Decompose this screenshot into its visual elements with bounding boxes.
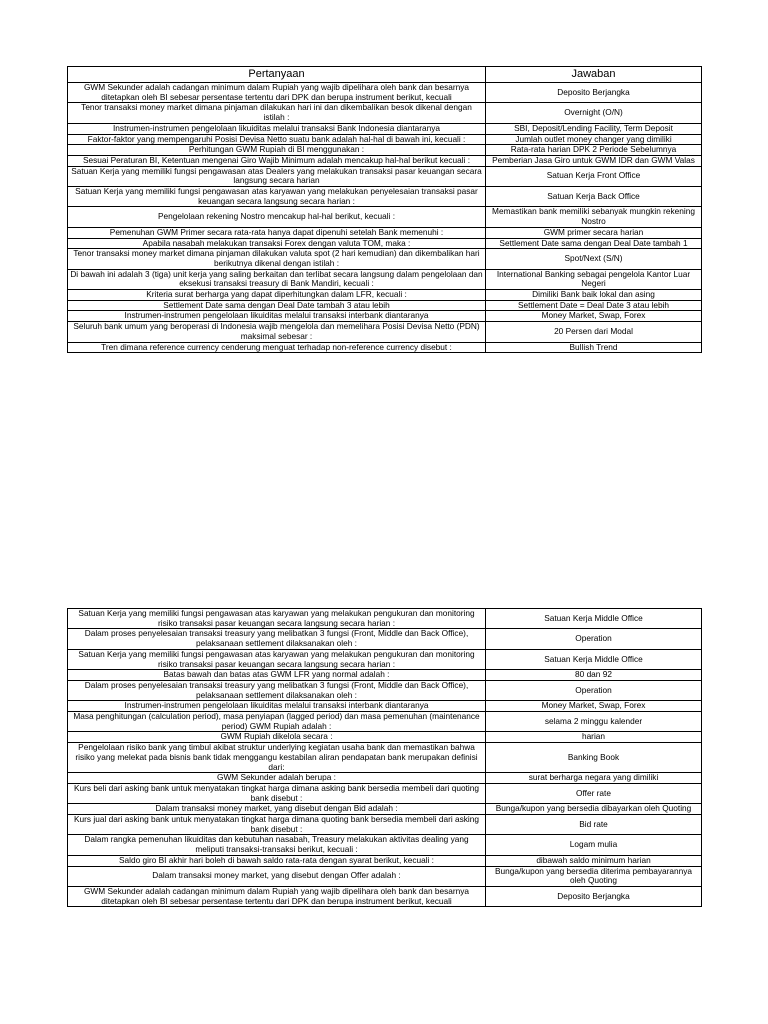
answer-cell: Operation <box>486 680 702 700</box>
question-cell: Instrumen-instrumen pengelolaan likuiditas melalui transaksi Bank Indonesia diantaranya <box>68 123 486 134</box>
question-cell: Dalam proses penyelesaian transaksi treasury yang melibatkan 3 fungsi (Front, Middle dan Back Office), pelaksanaan settlement dilaksanakan oleh : <box>68 629 486 649</box>
table-row <box>68 680 702 700</box>
table-row <box>68 269 702 289</box>
table-row <box>68 804 702 815</box>
table-row <box>68 166 702 186</box>
question-cell: Instrumen-instrumen pengelolaan likuiditas melalui transaksi interbank diantaranya <box>68 311 486 322</box>
table-row <box>68 134 702 145</box>
table-row <box>68 835 702 855</box>
answer-cell: Deposito Berjangka <box>486 886 702 906</box>
table-row <box>68 886 702 906</box>
table-row <box>68 783 702 803</box>
question-cell: Satuan Kerja yang memiliki fungsi pengawasan atas karyawan yang melakukan penyelesaian transaksi pasar keuangan secara langsung secara harian : <box>68 187 486 207</box>
answer-cell: GWM primer secara harian <box>486 227 702 238</box>
answer-cell: Deposito Berjangka <box>486 83 702 103</box>
answer-cell: Rata-rata harian DPK 2 Periode Sebelumnya <box>486 145 702 156</box>
answer-cell: Settlement Date sama dengan Deal Date tambah 1 <box>486 238 702 249</box>
answer-cell: Pemberian Jasa Giro untuk GWM IDR dan GWM Valas <box>486 155 702 166</box>
answer-cell: Operation <box>486 629 702 649</box>
answer-cell: Money Market, Swap, Forex <box>486 311 702 322</box>
table-row <box>68 866 702 886</box>
table-row <box>68 815 702 835</box>
answer-cell: 80 dan 92 <box>486 670 702 681</box>
answer-cell: Bunga/kupon yang bersedia dibayarkan oleh Quoting <box>486 804 702 815</box>
question-cell: Kriteria surat berharga yang dapat diperhitungkan dalam LFR, kecuali : <box>68 290 486 301</box>
table-row <box>68 300 702 311</box>
question-cell: Dalam rangka pemenuhan likuiditas dan kebutuhan nasabah, Treasury melakukan aktivitas dealing yang meliputi transaksi-transaksi berikut, kecuali : <box>68 835 486 855</box>
question-cell: Satuan Kerja yang memiliki fungsi pengawasan atas Dealers yang melakukan transaksi pasar keuangan secara langsung secara harian <box>68 166 486 186</box>
question-cell: Batas bawah dan batas atas GWM LFR yang normal adalah : <box>68 670 486 681</box>
answer-cell: Bunga/kupon yang bersedia diterima pembayarannya oleh Quoting <box>486 866 702 886</box>
question-cell: Tenor transaksi money market dimana pinjaman dilakukan valuta spot (2 hari kemudian) dan dikembalikan hari berikutnya dikenal dengan istilah : <box>68 249 486 269</box>
answer-cell: Memastikan bank memiliki sebanyak mungkin rekening Nostro <box>486 207 702 227</box>
table-row <box>68 609 702 629</box>
table-row <box>68 207 702 227</box>
question-cell: Kurs jual dari asking bank untuk menyatakan tingkat harga dimana quoting bank bersedia membeli dari asking bank disebut : <box>68 815 486 835</box>
table-row <box>68 342 702 353</box>
table-row <box>68 249 702 269</box>
table-row <box>68 701 702 712</box>
table-row <box>68 311 702 322</box>
answer-cell: selama 2 minggu kalender <box>486 712 702 732</box>
question-cell: Apabila nasabah melakukan transaksi Forex dengan valuta TOM, maka : <box>68 238 486 249</box>
answer-cell: Jumlah outlet money changer yang dimiliki <box>486 134 702 145</box>
table-row <box>68 227 702 238</box>
table-row <box>68 649 702 669</box>
question-cell: Faktor-faktor yang mempengaruhi Posisi Devisa Netto suatu bank adalah hal-hal di bawah ini, kecuali : <box>68 134 486 145</box>
table-row <box>68 238 702 249</box>
question-cell: Pengelolaan rekening Nostro mencakup hal-hal berikut, kecuali : <box>68 207 486 227</box>
answer-cell: Satuan Kerja Front Office <box>486 166 702 186</box>
qa-table-1 <box>67 66 702 353</box>
question-cell: Dalam transaksi money market, yang disebut dengan Offer adalah : <box>68 866 486 886</box>
answer-cell: harian <box>486 732 702 743</box>
table-row <box>68 773 702 784</box>
answer-column-header: Jawaban <box>486 67 702 83</box>
question-cell: Sesuai Peraturan BI, Ketentuan mengenai Giro Wajib Minimum adalah mencakup hal-hal berikut kecuali : <box>68 155 486 166</box>
table-row <box>68 855 702 866</box>
answer-cell: Satuan Kerja Middle Office <box>486 649 702 669</box>
answer-cell: surat berharga negara yang dimiliki <box>486 773 702 784</box>
answer-cell: Bid rate <box>486 815 702 835</box>
table-row <box>68 629 702 649</box>
table-row <box>68 322 702 342</box>
question-cell: Pengelolaan risiko bank yang timbul akibat struktur underlying kegiatan usaha bank dan memastikan bahwa risiko yang melekat pada bisnis bank tidak menggangu kestabilan aliran pendapatan bank merupakan definisi dari: <box>68 743 486 773</box>
question-cell: Di bawah ini adalah 3 (tiga) unit kerja yang saling berkaitan dan terlibat secara langsung dalam pengelolaan dan eksekusi transaksi treasury di Bank Mandiri, kecuali : <box>68 269 486 289</box>
answer-cell: Dimiliki Bank baik lokal dan asing <box>486 290 702 301</box>
question-cell: Saldo giro BI akhir hari boleh di bawah saldo rata-rata dengan syarat berikut, kecuali : <box>68 855 486 866</box>
question-cell: Seluruh bank umum yang beroperasi di Indonesia wajib mengelola dan memelihara Posisi Devisa Netto (PDN) maksimal sebesar : <box>68 322 486 342</box>
answer-cell: Spot/Next (S/N) <box>486 249 702 269</box>
question-cell: GWM Sekunder adalah cadangan minimum dalam Rupiah yang wajib dipelihara oleh bank dan besarnya ditetapkan oleh BI sebesar persentase tertentu dari DPK dan berupa instrument berikut, kecuali <box>68 886 486 906</box>
table-2-body <box>68 609 702 907</box>
question-cell: Perhitungan GWM Rupiah di BI menggunakan : <box>68 145 486 156</box>
answer-cell: Settlement Date = Deal Date 3 atau lebih <box>486 300 702 311</box>
table-row <box>68 187 702 207</box>
question-cell: Dalam transaksi money market, yang disebut dengan Bid adalah : <box>68 804 486 815</box>
answer-cell: International Banking sebagai pengelola Kantor Luar Negeri <box>486 269 702 289</box>
answer-cell: Offer rate <box>486 783 702 803</box>
qa-table-2 <box>67 608 702 907</box>
table-row <box>68 123 702 134</box>
table-row <box>68 732 702 743</box>
answer-cell: 20 Persen dari Modal <box>486 322 702 342</box>
question-cell: Satuan Kerja yang memiliki fungsi pengawasan atas karyawan yang melakukan pengukuran dan monitoring risiko transaksi pasar keuangan secara langsung secara harian : <box>68 609 486 629</box>
question-cell: Tren dimana reference currency cenderung menguat terhadap non-reference currency disebut : <box>68 342 486 353</box>
question-cell: GWM Sekunder adalah berupa : <box>68 773 486 784</box>
table-row <box>68 155 702 166</box>
question-cell: Satuan Kerja yang memiliki fungsi pengawasan atas karyawan yang melakukan pengukuran dan monitoring risiko transaksi pasar keuangan secara langsung secara harian : <box>68 649 486 669</box>
answer-cell: Banking Book <box>486 743 702 773</box>
table-row <box>68 743 702 773</box>
table-row <box>68 670 702 681</box>
question-cell: Settlement Date sama dengan Deal Date tambah 3 atau lebih <box>68 300 486 311</box>
answer-cell: Bullish Trend <box>486 342 702 353</box>
table-row <box>68 145 702 156</box>
question-column-header: Pertanyaan <box>68 67 486 83</box>
answer-cell: SBI, Deposit/Lending Facility, Term Deposit <box>486 123 702 134</box>
table-row <box>68 712 702 732</box>
question-cell: Masa penghitungan (calculation period), masa penyiapan (lagged period) dan masa pemenuhan (maintenance period) GWM Rupiah adalah : <box>68 712 486 732</box>
table-row <box>68 290 702 301</box>
question-cell: GWM Rupiah dikelola secara : <box>68 732 486 743</box>
question-cell: Instrumen-instrumen pengelolaan likuiditas melalui transaksi interbank diantaranya <box>68 701 486 712</box>
question-cell: Pemenuhan GWM Primer secara rata-rata hanya dapat dipenuhi setelah Bank memenuhi : <box>68 227 486 238</box>
answer-cell: Money Market, Swap, Forex <box>486 701 702 712</box>
answer-cell: Satuan Kerja Back Office <box>486 187 702 207</box>
table-row <box>68 103 702 123</box>
table-header-row <box>68 67 702 83</box>
answer-cell: dibawah saldo minimum harian <box>486 855 702 866</box>
answer-cell: Satuan Kerja Middle Office <box>486 609 702 629</box>
answer-cell: Logam mulia <box>486 835 702 855</box>
table-row <box>68 83 702 103</box>
table-1-body <box>68 83 702 353</box>
answer-cell: Overnight (O/N) <box>486 103 702 123</box>
question-cell: Tenor transaksi money market dimana pinjaman dilakukan hari ini dan dikembalikan besok dikenal dengan istilah : <box>68 103 486 123</box>
question-cell: GWM Sekunder adalah cadangan minimum dalam Rupiah yang wajib dipelihara oleh bank dan besarnya ditetapkan oleh BI sebesar persentase tertentu dari DPK dan berupa instrument berikut, kecuali <box>68 83 486 103</box>
question-cell: Dalam proses penyelesaian transaksi treasury yang melibatkan 3 fungsi (Front, Middle dan Back Office), pelaksanaan settlement dilaksanakan oleh : <box>68 680 486 700</box>
question-cell: Kurs beli dari asking bank untuk menyatakan tingkat harga dimana asking bank bersedia membeli dari quoting bank disebut : <box>68 783 486 803</box>
